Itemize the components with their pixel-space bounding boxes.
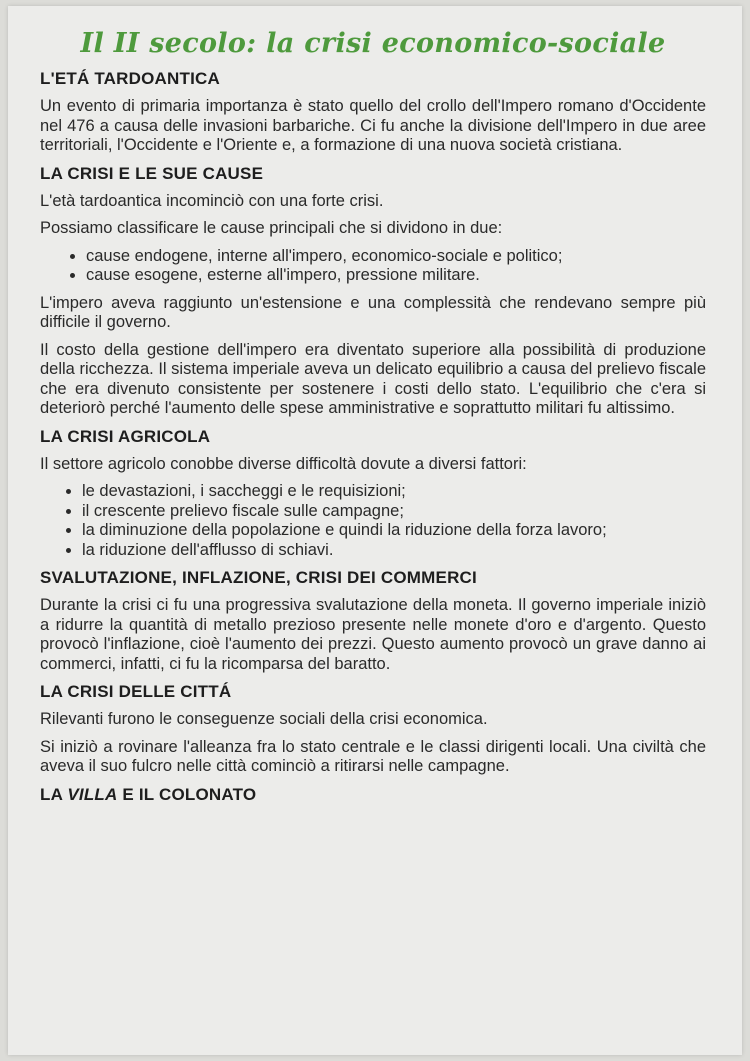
list-item-diminuzione-popolazione: • la diminuzione della popolazione e quindi la riduzione della forza lavoro; <box>82 521 706 541</box>
heading-eta-tardoantica: L'ETÁ TARDOANTICA <box>40 69 220 88</box>
list-item-devastazioni: • le devastazioni, i saccheggi e le requisizioni; <box>82 482 706 502</box>
heading-svalutazione: SVALUTAZIONE, INFLAZIONE, CRISI DEI COMMERCI <box>40 568 477 587</box>
document-page <box>8 6 742 1055</box>
paragraph-cause-classificazione: Possiamo classificare le cause principali che si dividono in due: <box>40 219 503 237</box>
paragraph-alleanza-stato: Si iniziò a rovinare l'alleanza fra lo stato centrale e le classi dirigenti locali. Una civiltà che aveva il suo fulcro nelle città cominciò a ritirarsi nelle campagne. <box>40 737 706 775</box>
paragraph-estensione-impero: L'impero aveva raggiunto un'estensione e una complessità che rendevano sempre più difficile il governo. <box>40 293 706 331</box>
list-item-cause-esogene: • cause esogene, esterne all'impero, pressione militare. <box>86 266 706 286</box>
heading-crisi-cause: LA CRISI E LE SUE CAUSE <box>40 163 264 183</box>
heading-villa-part-c: E IL COLONATO <box>117 784 257 804</box>
paragraph-crisi-intro: L'età tardoantica incominciò con una forte crisi. <box>40 191 384 210</box>
paragraph-settore-agricolo: Il settore agricolo conobbe diverse difficoltà dovute a diversi fattori: <box>40 454 527 473</box>
page-title: Il II secolo: la crisi economico-sociale <box>80 28 666 59</box>
paragraph-costo-gestione: Il costo della gestione dell'impero era diventato superiore alla possibilità di produzione della ricchezza. Il sistema imperiale aveva un delicato equilibrio a causa del prelievo fiscale che era divenuto consistente per sostenere i costi dello stato. L'equilibrio che c'era si deteriorò perché l'aumento delle spese amministrative e soprattutto militari fu altissimo. <box>40 340 706 417</box>
list-item-prelievo-fiscale: • il crescente prelievo fiscale sulle campagne; <box>82 502 706 522</box>
heading-villa-colonato <box>40 785 706 805</box>
heading-crisi-citta: LA CRISI DELLE CITTÁ <box>40 682 232 701</box>
heading-villa-part-a: LA <box>40 784 68 804</box>
list-item-cause-endogene: • cause endogene, interne all'impero, economico-sociale e politico; <box>86 247 706 267</box>
list-fattori-agricoli <box>40 482 706 560</box>
paragraph-conseguenze-sociali: Rilevanti furono le conseguenze sociali della crisi economica. <box>40 710 488 728</box>
list-item-riduzione-schiavi: • la riduzione dell'afflusso di schiavi. <box>82 541 706 561</box>
paragraph-eta-tardoantica: Un evento di primaria importanza è stato quello del crollo dell'Impero romano d'Occidente nel 476 a causa delle invasioni barbariche. Ci fu anche la divisione dell'Impero in due aree territoriali, l'Occidente e l'Oriente e, a formazione di una nuova società cristiana. <box>40 97 706 154</box>
heading-crisi-agricola: LA CRISI AGRICOLA <box>40 426 211 446</box>
heading-villa-part-b: VILLA <box>67 784 118 804</box>
paragraph-svalutazione: Durante la crisi ci fu una progressiva svalutazione della moneta. Il governo imperiale iniziò a ridurre la quantità di metallo prezioso presente nelle monete d'oro e d'argento. Questo provocò l'inflazione, cioè l'aumento dei prezzi. Questo aumento provocò un grave danno ai commerci, infatti, ci fu la ricomparsa del baratto. <box>40 596 706 673</box>
list-cause <box>40 247 706 286</box>
